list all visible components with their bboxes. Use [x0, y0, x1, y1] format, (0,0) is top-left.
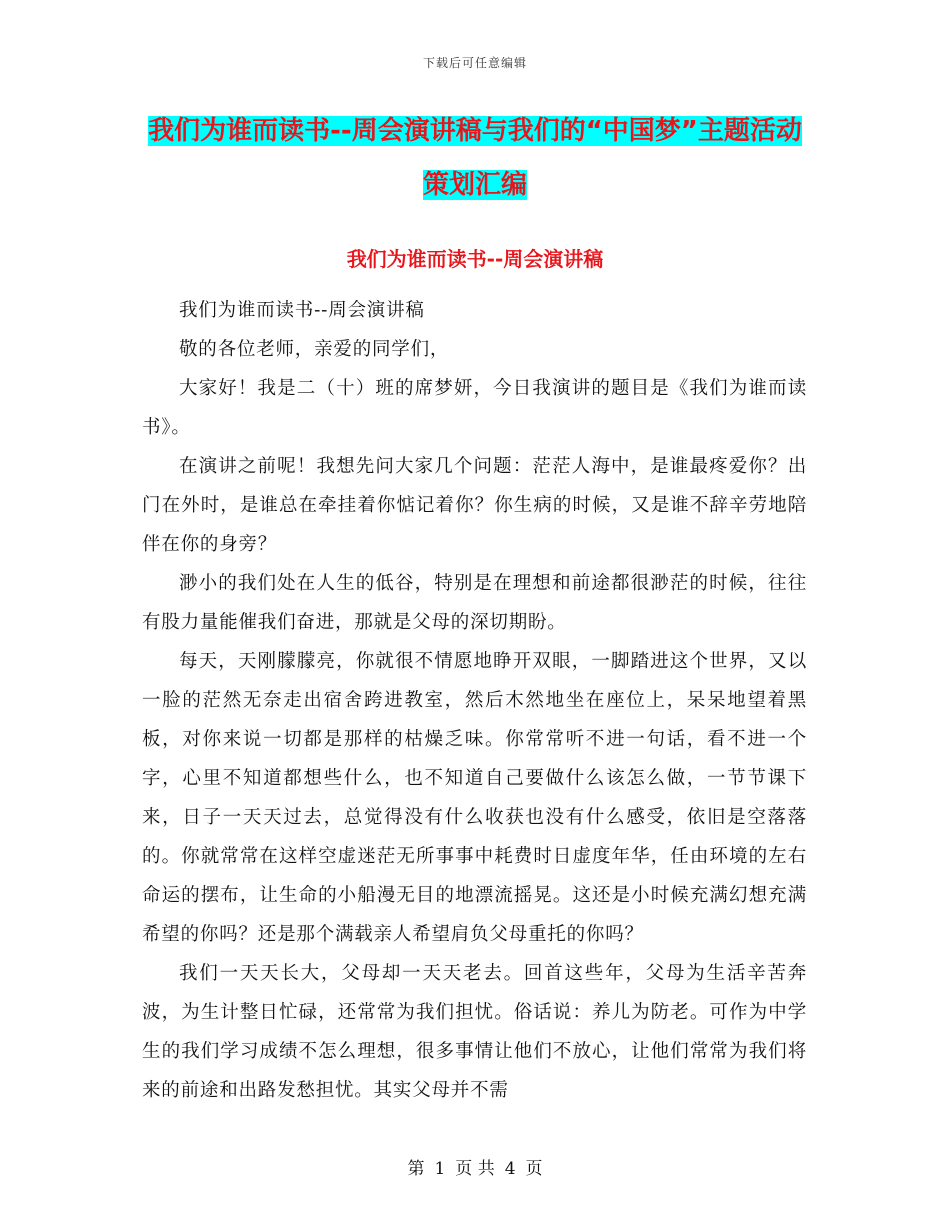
section-title: 我们为谁而读书--周会演讲稿	[346, 247, 604, 271]
paragraph: 渺小的我们处在人生的低谷，特别是在理想和前途都很渺茫的时候，往往有股力量能催我们奋进，那就是父母的深切期盼。	[142, 573, 807, 633]
paragraph: 每天，天刚朦朦亮，你就很不情愿地睁开双眼，一脚踏进这个世界，又以一脸的茫然无奈走出宿舍跨进教室，然后木然地坐在座位上，呆呆地望着黑板，对你来说一切都是那样的枯燥乏味。你常常听不进一句话，看不进一个字，心里不知道都想些什么，也不知道自己要做什么该怎么做，一节节课下来，日子一天天过去，总觉得没有什么收获也没有什么感受，依旧是空落落的。你就常常在这样空虚迷茫无所事事中耗费时日虚度年华，任由环境的左右命运的摆布，让生命的小船漫无目的地漂流摇晃。这还是小时候充满幻想充满希望的你吗？还是那个满载亲人希望肩负父母重托的你吗？	[142, 651, 807, 945]
footer-suffix: 页	[525, 1159, 543, 1179]
paragraph: 大家好！我是二（十）班的席梦妍，今日我演讲的题目是《我们为谁而读书》。	[142, 378, 807, 438]
document-title-text: 我们为谁而读书--周会演讲稿与我们的“中国梦”主题活动策划汇编	[148, 116, 802, 200]
paragraph: 敬的各位老师，亲爱的同学们，	[179, 339, 450, 360]
paragraph: 我们一天天长大，父母却一天天老去。回首这些年，父母为生活辛苦奔波，为生计整日忙碌，还常常为我们担忧。俗话说：养儿为防老。可作为中学生的我们学习成绩不怎么理想，很多事情让他们不放心，让他们常常为我们将来的前途和出路发愁担忧。其实父母并不需	[142, 963, 807, 1101]
paragraph: 在演讲之前呢！我想先问大家几个问题：茫茫人海中，是谁最疼爱你？出门在外时，是谁总在牵挂着你惦记着你？你生病的时候，又是谁不辞辛劳地陪伴在你的身旁？	[142, 456, 807, 555]
paragraph: 我们为谁而读书--周会演讲稿	[179, 300, 425, 321]
page-header-note: 下载后可任意编辑	[422, 56, 527, 70]
page-footer	[0, 1154, 950, 1179]
document-title	[140, 104, 810, 212]
body-text	[142, 291, 807, 1110]
footer-page-number: 1	[434, 1159, 446, 1179]
footer-mid: 页 共	[455, 1159, 495, 1179]
footer-prefix: 第	[407, 1159, 425, 1179]
footer-page-total: 4	[504, 1159, 516, 1179]
